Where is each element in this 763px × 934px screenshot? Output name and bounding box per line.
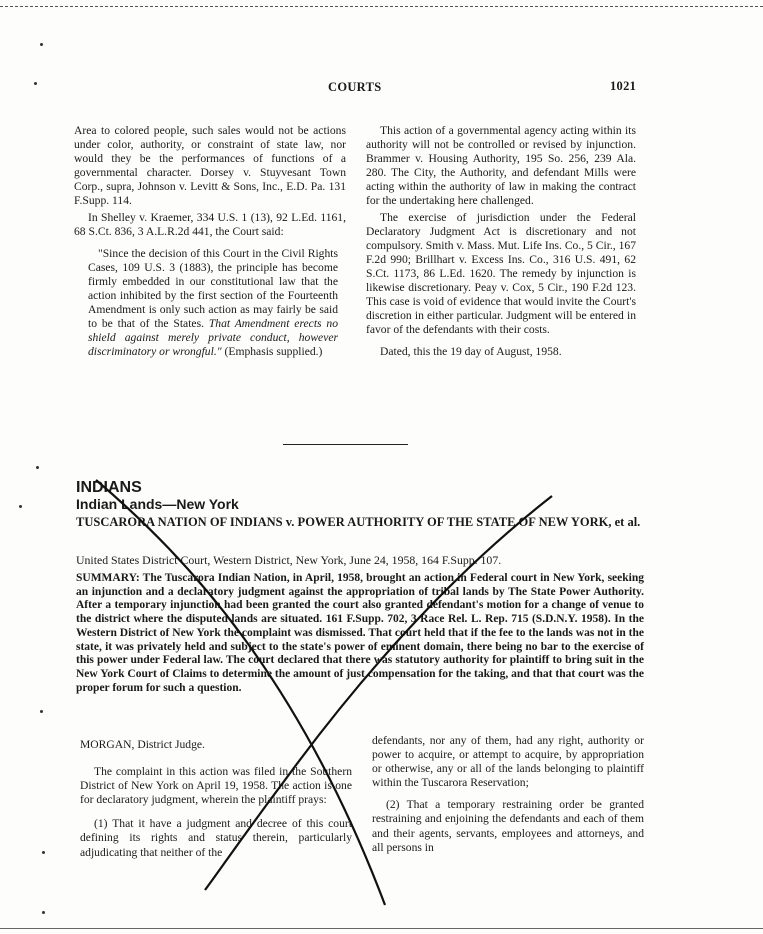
running-head: COURTS — [328, 80, 382, 94]
scan-speck — [34, 82, 37, 85]
page-number: 1021 — [610, 79, 637, 93]
scan-top-edge — [0, 6, 763, 7]
scan-speck — [36, 466, 39, 469]
quote-text: "Since the decision of this Court in the Civil Rights Cases, 109 U.S. 3 (1883), the principle has become firmly embedded in our constitutional law that the action inhibited by the first section of the Fourteenth Amendment is only such action as may fairly be said to be that of the States. — [88, 246, 338, 331]
scan-speck — [19, 505, 22, 508]
opinion-right-paragraph-1: defendants, nor any of them, had any right, authority or power to acquire, or attempt to acquire, by appropriation or otherwise, any or all of the lands belonging to plaintiff within the Tuscarora Reservation; — [372, 734, 644, 790]
scan-speck — [42, 851, 45, 854]
right-column — [366, 124, 636, 360]
left-paragraph-2: In Shelley v. Kraemer, 334 U.S. 1 (13), 92 L.Ed. 1161, 68 S.Ct. 836, 3 A.L.R.2d 441, the Court said: — [74, 210, 346, 238]
court-citation: United States District Court, Western District, New York, June 24, 1958, 164 F.Supp. 107. — [76, 553, 502, 567]
opinion-right-paragraph-2: (2) That a temporary restraining order be granted restraining and enjoining the defendants and each of them and their agents, servants, employees and attorneys, and all persons in — [372, 798, 644, 854]
case-summary — [76, 572, 644, 695]
opinion-left-column — [80, 738, 352, 860]
quote-emphasis: That Amendment erects no shield against merely private conduct, however discriminatory or wrongful." — [88, 317, 338, 359]
opinion-left-paragraph-1: The complaint in this action was filed in the Southern District of New York on April 19, 1958. The action is one for declaratory judgment, wherein the plaintiff prays: — [80, 765, 352, 807]
section-subtitle: Indian Lands—New York — [76, 496, 239, 512]
bottom-rule — [0, 928, 763, 929]
right-paragraph-1: This action of a governmental agency acting within its authority will not be controlled or revised by injunction. Brammer v. Housing Authority, 195 So. 256, 239 Ala. 280. The City, the Authority, and defendant Mills were acting within the authority of law in making the contract for the undertaking here challenged. — [366, 124, 636, 208]
summary-label: SUMMARY: — [76, 572, 140, 584]
scan-speck — [42, 911, 45, 914]
case-title: TUSCARORA NATION OF INDIANS v. POWER AUTHORITY OF THE STATE OF NEW YORK, et al. — [76, 515, 641, 529]
summary-text: The Tuscarora Indian Nation, in April, 1958, brought an action in Federal court in New York, seeking an injunction and a declaratory judgment against the appropriation of tribal lands by The State Power Authority. After a temporary injunction had been granted the court also granted defendant's motion for a change of venue to the district where the disputed lands are situated. 161 F.Supp. 702, 3 Race Rel. L. Rep. 715 (S.D.N.Y. 1958). In the Western District of New York the complaint was dismissed. That court held that if the fee to the lands was not in the state, it was privately held and subject to the state's power of eminent domain, there being no bar to the exercise of this power under Federal law. The court declared that there was statutory authority for plaintiff to bring suit in the New York Court of Claims to determine the amount of just compensation for the taking, and that that court was the proper forum for such a question. — [76, 572, 645, 694]
judge-name: MORGAN, District Judge. — [80, 738, 205, 751]
opinion-left-paragraph-2: (1) That it have a judgment and decree of this court defining its rights and status therein, particularly adjudicating that neither of the — [80, 817, 352, 859]
left-column — [74, 124, 346, 360]
dated-line: Dated, this the 19 day of August, 1958. — [380, 345, 562, 359]
scan-speck — [40, 710, 43, 713]
block-quote — [88, 247, 338, 360]
section-title: INDIANS — [76, 479, 142, 496]
section-divider — [283, 444, 408, 445]
scan-speck — [40, 43, 43, 46]
right-paragraph-2: The exercise of jurisdiction under the Federal Declaratory Judgment Act is discretionary and not compulsory. Smith v. Mass. Mut. Life Ins. Co., 5 Cir., 167 F.2d 990; Brillhart v. Excess Ins. Co., 316 U.S. 491, 62 S.Ct. 1173, 86 L.Ed. 1620. The remedy by injunction is likewise discretionary. Peay v. Cox, 5 Cir., 190 F.2d 123. This case is void of evidence that would invite the Court's discretion in either particular. Judgment will be entered in favor of the defendants with their costs. — [366, 210, 636, 337]
left-paragraph-1: Area to colored people, such sales would not be actions under color, authority, or constraint of state law, nor would they be the performances of functions of a governmental character. Dorsey v. Stuyvesant Town Corp., supra, Johnson v. Levitt & Sons, Inc., E.D. Pa. 131 F.Supp. 114. — [74, 124, 346, 208]
opinion-right-column — [372, 734, 644, 855]
quote-tail: (Emphasis supplied.) — [224, 345, 323, 359]
